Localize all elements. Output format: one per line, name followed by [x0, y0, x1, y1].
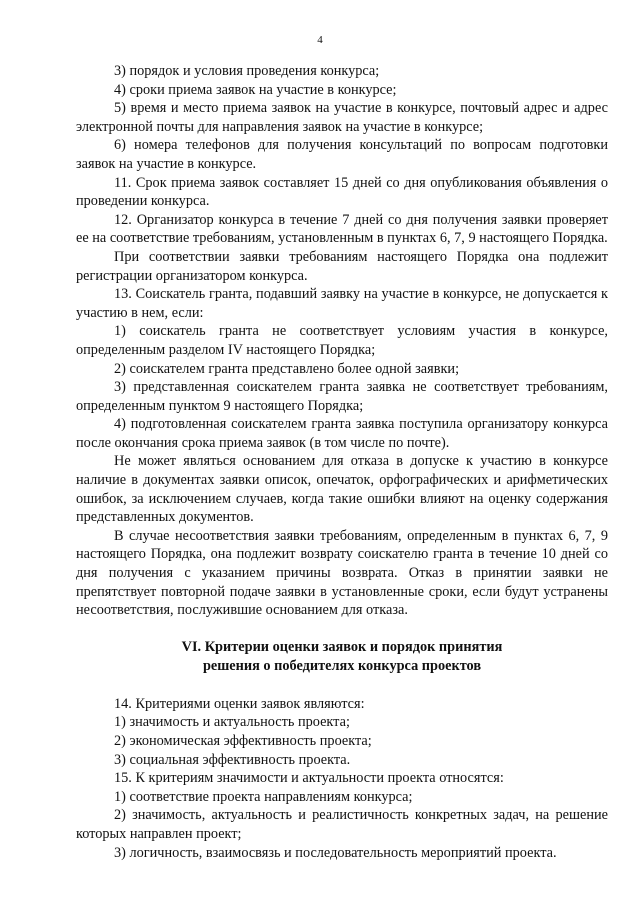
paragraph: 2) значимость, актуальность и реалистичность конкретных задач, на решение которых направлен проект;	[76, 807, 608, 842]
paragraph: 3) социальная эффективность проекта.	[114, 751, 351, 768]
paragraph: 1) соответствие проекта направлениям конкурса;	[114, 788, 413, 805]
spacer	[76, 620, 608, 638]
paragraph: В случае несоответствия заявки требованиям, определенным в пунктах 6, 7, 9 настоящего Порядка, она подлежит возврату соискателю гранта в течение 10 дней со дня получения с указанием причины возврата. Отказ в принятии заявки не препятствует повторной подаче заявки в установленные сроки, если будут устранены несоответствия, послужившие основанием для отказа.	[76, 527, 608, 619]
section-heading-line-1: VI. Критерии оценки заявок и порядок принятия	[181, 638, 503, 655]
paragraph: 14. Критериями оценки заявок являются:	[114, 695, 365, 712]
spacer	[76, 677, 608, 695]
paragraph: 3) представленная соискателем гранта заявка не соответствует требованиям, определенным пунктом 9 настоящего Порядка;	[76, 379, 608, 414]
paragraph: 13. Соискатель гранта, подавший заявку на участие в конкурсе, не допускается к участию в нем, если:	[76, 286, 608, 321]
paragraph: 5) время и место приема заявок на участие в конкурсе, почтовый адрес и адрес электронной почты для направления заявок на участие в конкурсе;	[76, 100, 608, 135]
page-number: 4	[317, 34, 323, 46]
paragraph: 12. Организатор конкурса в течение 7 дней со дня получения заявки проверяет ее на соответствие требованиям, установленным в пунктах 6, 7, 9 настоящего Порядка.	[76, 211, 608, 247]
paragraph: 4) подготовленная соискателем гранта заявка поступила организатору конкурса после окончания срока приема заявок (в том числе по почте).	[76, 416, 608, 451]
paragraph: При соответствии заявки требованиям настоящего Порядка она подлежит регистрации организатором конкурса.	[76, 248, 608, 284]
paragraph: 6) номера телефонов для получения консультаций по вопросам подготовки заявок на участие в конкурсе.	[76, 137, 608, 172]
section-heading-line-2: решения о победителях конкурса проектов	[202, 658, 482, 675]
paragraph: 2) соискателем гранта представлено более одной заявки;	[114, 360, 460, 377]
paragraph: 4) сроки приема заявок на участие в конкурсе;	[114, 81, 397, 98]
paragraph: 15. К критериям значимости и актуальности проекта относятся:	[114, 770, 504, 787]
paragraph: 3) порядок и условия проведения конкурса;	[114, 63, 380, 79]
paragraph: 1) значимость и актуальность проекта;	[114, 714, 350, 731]
paragraph: 11. Срок приема заявок составляет 15 дней со дня опубликования объявления о проведении конкурса.	[76, 174, 608, 210]
paragraph: Не может являться основанием для отказа в допуске к участию в конкурсе наличие в документах заявки описок, опечаток, орфографических и арифметических ошибок, за исключением случаев, когда такие ошибки влияют на оценку содержания представленных документов.	[76, 453, 608, 526]
paragraph: 1) соискатель гранта не соответствует условиям участия в конкурсе, определенным разделом IV настоящего Порядка;	[76, 323, 608, 358]
paragraph: 2) экономическая эффективность проекта;	[114, 733, 372, 749]
paragraph: 3) логичность, взаимосвязь и последовательность мероприятий проекта.	[114, 844, 557, 861]
document-body	[76, 62, 608, 862]
